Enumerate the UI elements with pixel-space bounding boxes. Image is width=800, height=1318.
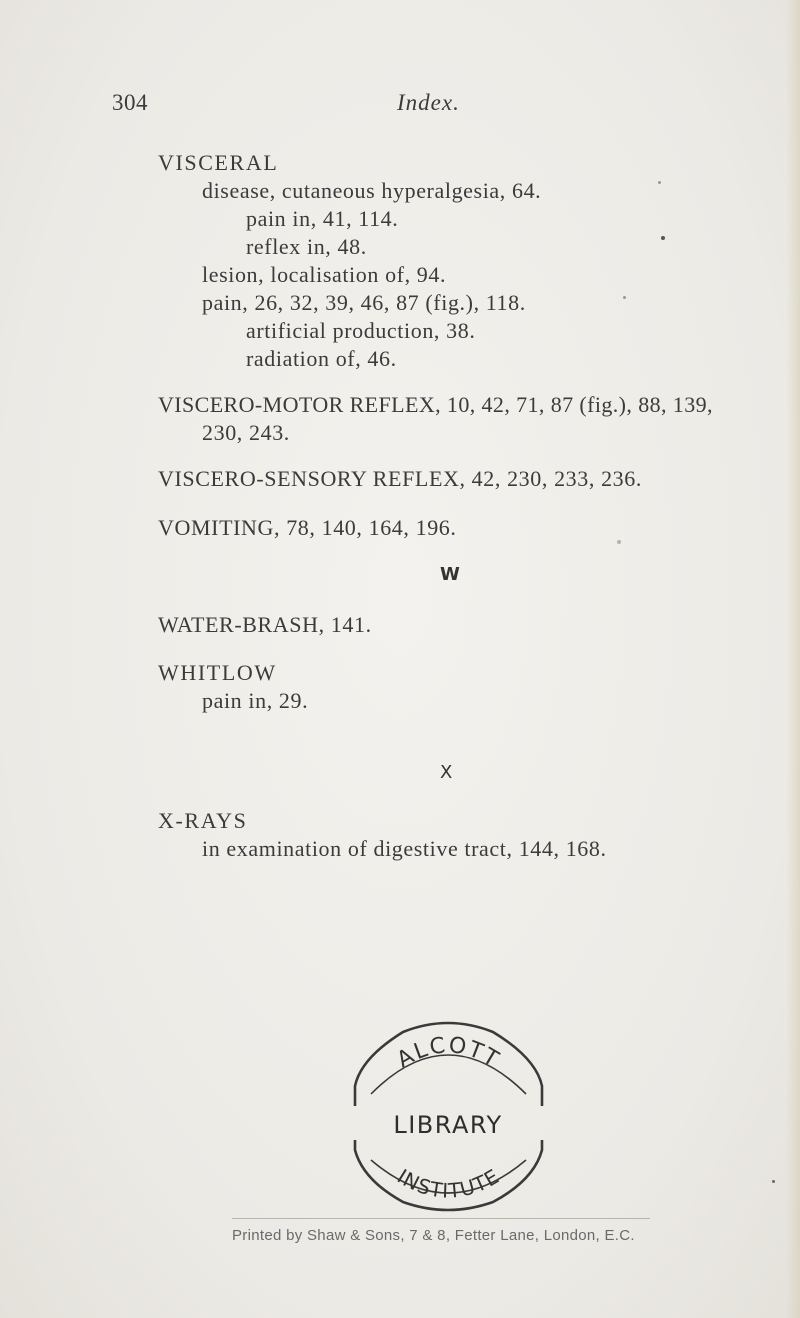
index-line: artificial production, 38. <box>246 318 476 343</box>
index-line: 230, 243. <box>202 420 290 445</box>
entry-water-brash: WATER-BRASH, 141. <box>158 612 372 637</box>
index-line: lesion, localisation of, 94. <box>202 262 447 287</box>
page-edge-shadow <box>786 0 800 1318</box>
paper-speck <box>661 236 665 240</box>
index-line: pain in, 41, 114. <box>246 206 399 231</box>
index-line: pain in, 29. <box>202 688 309 713</box>
paper-speck <box>658 181 661 184</box>
running-head: Index. <box>397 90 460 115</box>
stamp-top-text: ALCOTT <box>392 1032 505 1074</box>
paper-speck <box>772 1180 775 1183</box>
stamp-bottom-text: INSTITUTE <box>393 1163 504 1203</box>
printer-imprint: Printed by Shaw & Sons, 7 & 8, Fetter Lane, London, E.C. <box>232 1227 635 1244</box>
entry-heading-whitlow: WHITLOW <box>158 660 277 685</box>
index-line: disease, cutaneous hyperalgesia, 64. <box>202 178 542 203</box>
stamp-library-text: LIBRARY <box>393 1111 503 1139</box>
section-letter-x: X <box>440 762 453 783</box>
page-number: 304 <box>112 90 148 115</box>
entry-vomiting: VOMITING, 78, 140, 164, 196. <box>158 515 457 540</box>
index-line: radiation of, 46. <box>246 346 397 371</box>
entry-heading-x-rays: X-RAYS <box>158 808 248 833</box>
index-line: in examination of digestive tract, 144, 168. <box>202 836 607 861</box>
index-line: pain, 26, 32, 39, 46, 87 (fig.), 118. <box>202 290 526 315</box>
library-stamp <box>341 1020 556 1214</box>
entry-visceromotor-reflex: VISCERO-MOTOR REFLEX, 10, 42, 71, 87 (fig.), 88, 139, <box>158 392 713 417</box>
entry-heading-visceral: VISCERAL <box>158 150 279 175</box>
entry-viscerosensory-reflex: VISCERO-SENSORY REFLEX, 42, 230, 233, 236. <box>158 466 642 491</box>
footer-rule <box>232 1218 650 1219</box>
index-line: reflex in, 48. <box>246 234 367 259</box>
paper-speck <box>617 540 621 544</box>
section-letter-w: W <box>440 564 460 585</box>
paper-speck <box>623 296 626 299</box>
